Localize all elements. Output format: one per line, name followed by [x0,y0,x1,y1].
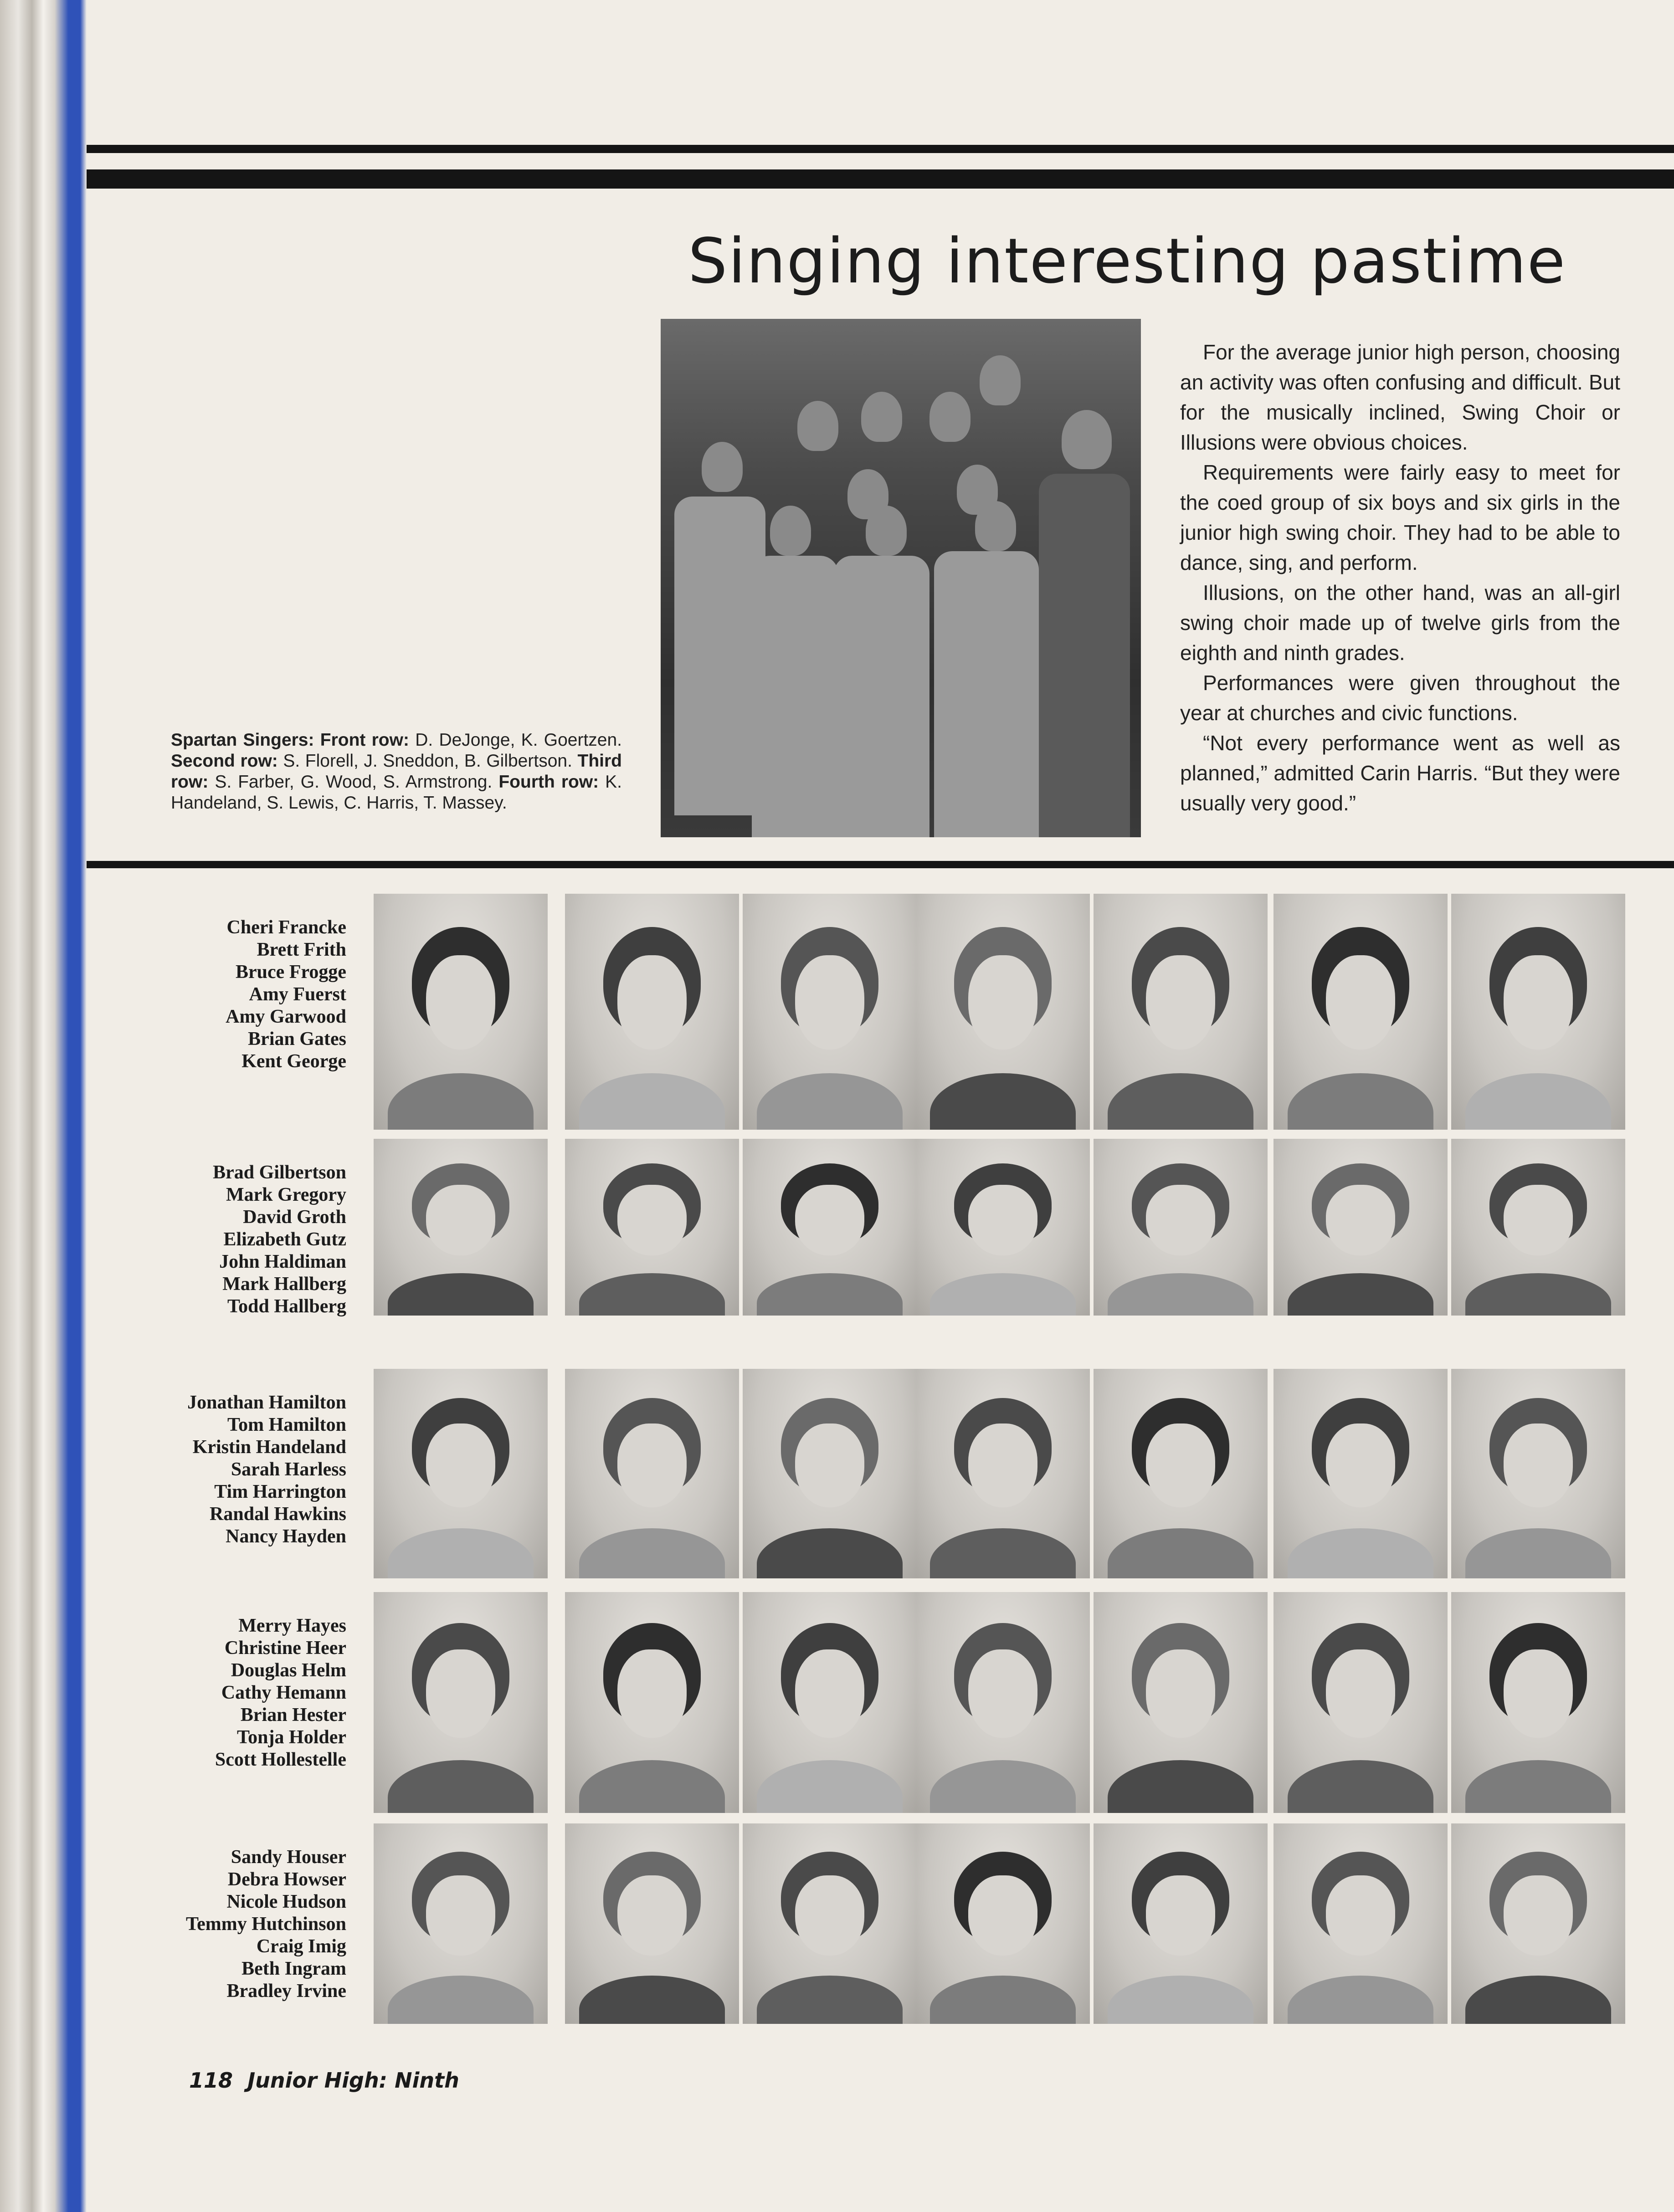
student-portrait [916,1139,1090,1316]
student-name: Douglas Helm [231,1660,346,1681]
student-name: Amy Garwood [226,1006,346,1027]
student-portrait [1273,1139,1448,1316]
section-name: Junior High: Ninth [247,2068,459,2093]
student-portrait [374,1139,548,1316]
student-name: Tom Hamilton [227,1414,346,1435]
section-rule [87,861,1674,868]
student-name: Brian Gates [248,1029,346,1050]
student-portrait [743,894,917,1130]
student-name: Sarah Harless [231,1459,346,1480]
student-portrait [1451,1823,1625,2024]
page-footer [189,2068,459,2093]
student-name: Jonathan Hamilton [187,1392,346,1413]
student-name: David Groth [243,1207,346,1228]
student-portrait [1273,894,1448,1130]
student-name: Todd Hallberg [227,1296,346,1317]
student-name: Nancy Hayden [226,1526,346,1547]
student-portrait [565,1823,739,2024]
student-portrait [565,894,739,1130]
student-name: Scott Hollestelle [215,1749,346,1770]
student-portrait [1094,1592,1268,1813]
student-name: Merry Hayes [238,1615,346,1636]
portrait-name-list [150,1846,346,2002]
student-portrait [1451,1592,1625,1813]
student-name: Tim Harrington [214,1481,346,1502]
student-portrait [1094,1369,1268,1578]
student-portrait [743,1592,917,1813]
student-portrait [1273,1592,1448,1813]
student-portrait [1094,894,1268,1130]
student-name: Temmy Hutchinson [185,1914,346,1935]
portrait-name-list [150,1392,346,1548]
student-portrait [1451,1369,1625,1578]
student-portrait [374,1369,548,1578]
article-paragraph: Illusions, on the other hand, was an all-girl swing choir made up of twelve girls from the eighth and ninth grades. [1180,581,1620,665]
student-name: Bruce Frogge [236,962,346,983]
student-name: Debra Howser [227,1869,346,1890]
article-paragraph: Requirements were fairly easy to meet for the coed group of six boys and six girls in the junior high swing choir. They had to be able to dance, sing, and perform. [1180,461,1620,574]
student-portrait [743,1369,917,1578]
student-name: Christine Heer [224,1638,346,1659]
student-name: Amy Fuerst [249,984,346,1005]
student-portrait [1094,1823,1268,2024]
student-portrait [374,1823,548,2024]
top-rule-2 [87,169,1674,189]
student-name: Elizabeth Gutz [223,1229,346,1250]
student-name: Cheri Francke [226,917,346,938]
student-portrait [916,1823,1090,2024]
student-portrait [916,1369,1090,1578]
top-rule-1 [87,145,1674,153]
student-name: John Haldiman [219,1251,346,1272]
student-name: Brett Frith [257,939,346,960]
student-portrait [916,1592,1090,1813]
student-portrait [374,1592,548,1813]
page-title: Singing interesting pastime [688,225,1566,297]
student-portrait [1451,894,1625,1130]
student-portrait [374,894,548,1130]
article-paragraph: For the average junior high person, choosing an activity was often confusing and difficult. But for the musically inclined, Swing Choir or Illusions were obvious choices. [1180,340,1620,454]
student-portrait [743,1823,917,2024]
student-portrait [1094,1139,1268,1316]
student-name: Randal Hawkins [210,1504,346,1525]
student-name: Mark Gregory [226,1184,346,1205]
page-spine [0,0,87,2212]
group-photo-caption: Spartan Singers: Front row: D. DeJonge, K. Goertzen. Second row: S. Florell, J. Sneddon, B. Gilbertson. Third row: S. Farber, G. Wood, S. Armstrong. Fourth row: K. Handeland, S. Lewis, C. Harris, T. Massey. [171,730,622,813]
student-name: Tonja Holder [237,1727,346,1748]
student-name: Kent George [241,1051,346,1072]
student-portrait [1451,1139,1625,1316]
student-portrait [1273,1369,1448,1578]
student-name: Beth Ingram [241,1958,346,1979]
student-name: Craig Imig [256,1936,346,1957]
article-paragraph: Performances were given throughout the year at churches and civic functions. [1180,671,1620,725]
page-number: 118 [189,2068,233,2093]
student-name: Cathy Hemann [221,1682,346,1703]
student-name: Nicole Hudson [226,1891,346,1912]
student-portrait [916,894,1090,1130]
student-portrait [565,1369,739,1578]
portrait-name-list [150,1162,346,1318]
student-name: Brian Hester [240,1705,346,1726]
student-name: Kristin Handeland [192,1437,346,1458]
group-photo [661,319,1141,837]
student-portrait [743,1139,917,1316]
student-name: Brad Gilbertson [213,1162,346,1183]
student-name: Bradley Irvine [226,1981,346,2002]
article-text [1180,337,1620,818]
portrait-name-list [150,917,346,1073]
student-name: Mark Hallberg [222,1274,346,1295]
student-portrait [1273,1823,1448,2024]
student-portrait [565,1592,739,1813]
student-name: Sandy Houser [231,1847,346,1868]
portrait-name-list [150,1615,346,1771]
article-paragraph: “Not every performance went as well as planned,” admitted Carin Harris. “But they were usually very good.” [1180,731,1620,815]
student-portrait [565,1139,739,1316]
